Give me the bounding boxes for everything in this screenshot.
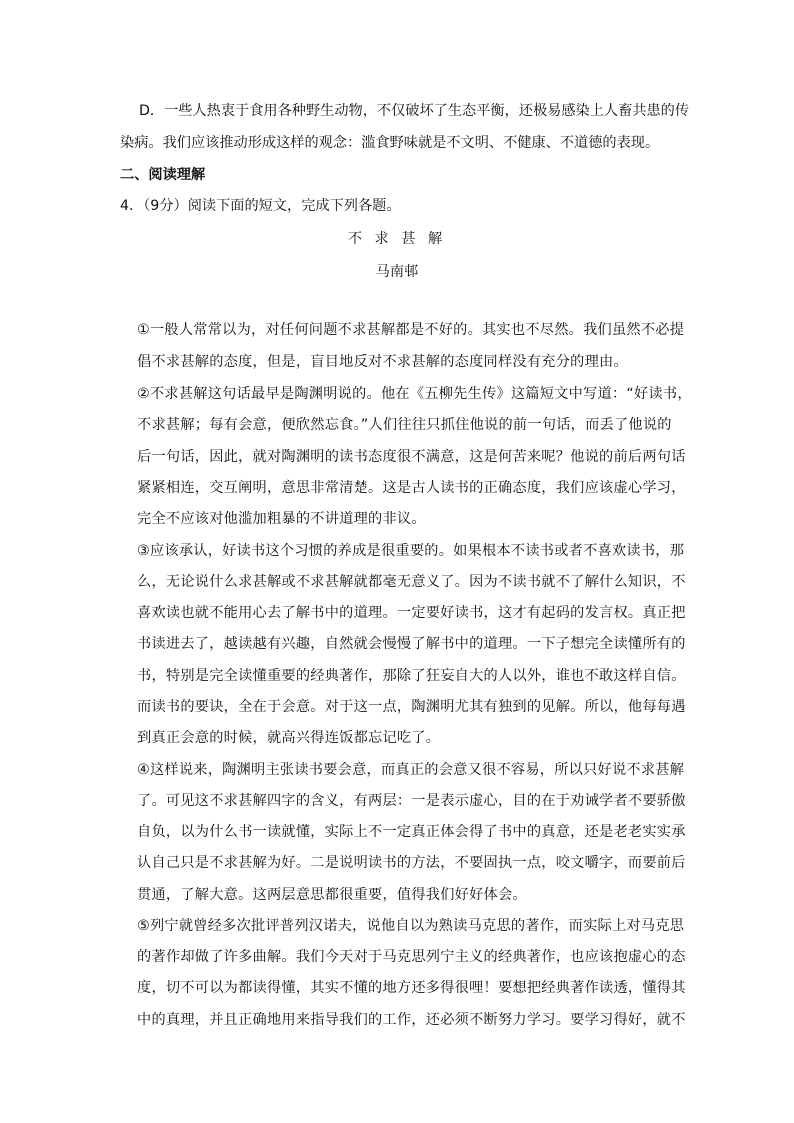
article-line: 喜欢读也就不能用心去了解书中的道理。一定要好读书，这才有起码的发言权。真正把 xyxy=(137,605,686,621)
article-line: 度，切不可以为都读得懂，其实不懂的地方还多得很哩！要想把经典著作读透，懂得其 xyxy=(137,980,686,996)
article-line: ①一般人常常以为，对任何问题不求甚解都是不好的。其实也不尽然。我们虽然不必提 xyxy=(137,322,685,338)
article-line: 紧紧相连，交互阐明，意思非常清楚。这是古人读书的正确态度，我们应该虚心学习， xyxy=(137,480,686,496)
article-line: 认自己只是不求甚解为好。二是说明读书的方法，不要固执一点，咬文嚼字，而要前后 xyxy=(137,855,686,871)
article-line: 自负，以为什么书一读就懂，实际上不一定真正体会得了书中的真意，还是老老实实承 xyxy=(137,824,686,840)
article-line: 完全不应该对他滥加粗暴的不讲道理的非议。 xyxy=(137,511,426,527)
article-line: 书，特别是完全读懂重要的经典著作，那除了狂妄自大的人以外，谁也不敢这样自信。 xyxy=(137,668,686,684)
article-line: 贯通，了解大意。这两层意思都很重要，值得我们好好体会。 xyxy=(137,887,527,903)
article-author: 马南邨 xyxy=(375,264,419,280)
article-line: 中的真理，并且正确地用来指导我们的工作，还必须不断努力学习。要学习得好，就不 xyxy=(137,1012,686,1028)
article-line: 书读进去了，越读越有兴趣，自然就会慢慢了解书中的道理。一下子想完全读懂所有的 xyxy=(137,636,686,652)
question-prompt: 4．（9分）阅读下面的短文，完成下列各题。 xyxy=(120,198,401,214)
article-line: 了。可见这不求甚解四字的含义，有两层：一是表示虚心，目的在于劝诫学者不要骄傲 xyxy=(137,793,686,809)
article-title: 不 求 甚 解 xyxy=(347,231,447,247)
section-heading: 二、阅读理解 xyxy=(120,167,206,183)
article-line: 后一句话，因此，就对陶渊明的读书态度很不满意，这是何苦来呢？他说的前后两句话 xyxy=(137,449,686,465)
article-line: ③应该承认，好读书这个习惯的养成是很重要的。如果根本不读书或者不喜欢读书，那 xyxy=(137,543,685,559)
article-line: 的著作却做了许多曲解。我们今天对于马克思列宁主义的经典著作，也应该抱虚心的态 xyxy=(137,949,686,965)
option-d-line-1: D．一些人热衷于食用各种野生动物，不仅破坏了生态平衡，还极易感染上人畜共患的传 xyxy=(139,103,690,119)
article-line: 倡不求甚解的态度，但是，盲目地反对不求甚解的态度同样没有充分的理由。 xyxy=(137,354,628,370)
option-d-line-2: 染病。我们应该推动形成这样的观念：滥食野味就是不文明、不健康、不道德的表现。 xyxy=(120,135,660,151)
article-line: ④这样说来，陶渊明主张读书要会意，而真正的会意又很不容易，所以只好说不求甚解 xyxy=(137,762,685,778)
article-line: ⑤列宁就曾经多次批评普列汉诺夫，说他自以为熟读马克思的著作，而实际上对马克思 xyxy=(137,918,685,934)
article-line: 么，无论说什么求甚解或不求甚解就都毫无意义了。因为不读书就不了解什么知识，不 xyxy=(137,574,686,590)
article-line: ②不求甚解这句话最早是陶渊明说的。他在《五柳先生传》这篇短文中写道：“好读书， xyxy=(137,386,692,402)
article-line: 不求甚解；每有会意，便欣然忘食。”人们往往只抓住他说的前一句话，而丢了他说的 xyxy=(137,417,672,433)
article-line: 到真正会意的时候，就高兴得连饭都忘记吃了。 xyxy=(137,730,441,746)
article-line: 而读书的要诀，全在于会意。对于这一点，陶渊明尤其有独到的见解。所以，他每每遇 xyxy=(137,699,686,715)
